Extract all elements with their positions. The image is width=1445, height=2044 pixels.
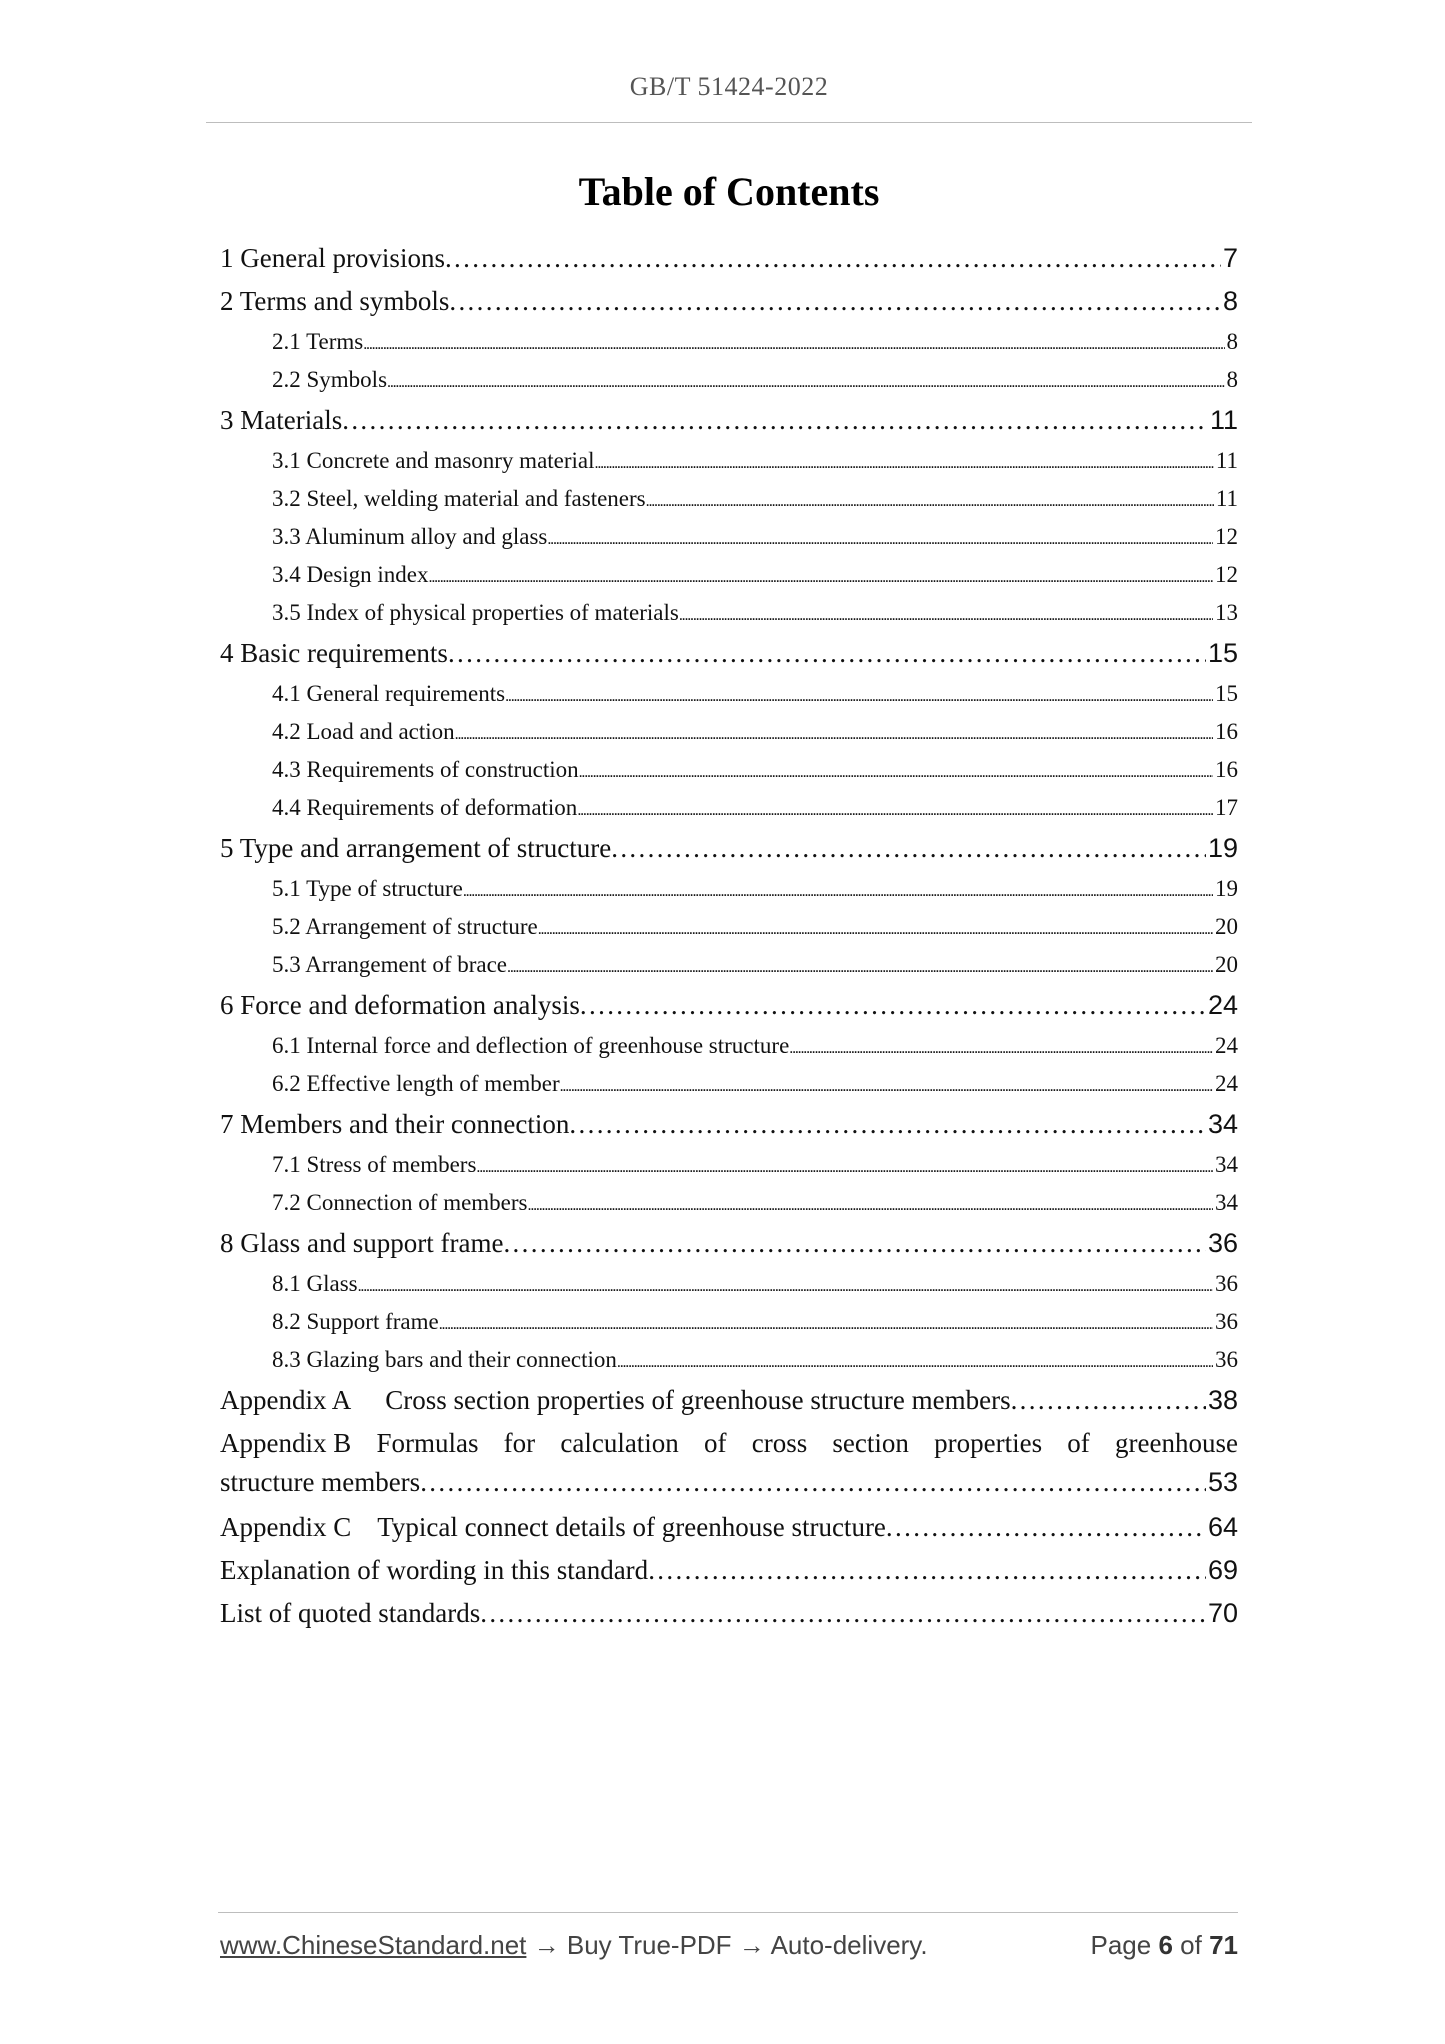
toc-entry-section-4-3[interactable]: [220, 751, 1238, 789]
toc-entry-page: 20: [1215, 914, 1238, 939]
toc-entry-page: 34: [1215, 1152, 1238, 1177]
appendix-word: properties: [934, 1428, 1043, 1458]
footer-left: [220, 1930, 928, 1961]
toc-entry-label: 4.3 Requirements of construction: [272, 757, 579, 782]
toc-entry-section-6-2[interactable]: [220, 1065, 1238, 1103]
toc-entry-page: 7: [1222, 243, 1238, 273]
toc-entry-section-8-3[interactable]: [220, 1341, 1238, 1379]
dot-leader: [449, 280, 1221, 323]
dot-leader: [439, 1303, 1213, 1341]
toc-entry-label: 7 Members and their connection: [220, 1109, 570, 1139]
dot-leader: [387, 361, 1224, 399]
dot-leader: [580, 984, 1206, 1027]
toc-entry-label: 4 Basic requirements: [220, 638, 448, 668]
toc-entry-page: 8: [1222, 286, 1238, 316]
document-code-header: GB/T 51424-2022: [629, 72, 829, 101]
toc-entry-page: 15: [1207, 638, 1238, 668]
toc-entry-quoted-standards[interactable]: [220, 1592, 1238, 1635]
toc-entry-section-4-4[interactable]: [220, 789, 1238, 827]
appendix-b-second-line: [220, 1463, 1238, 1506]
footer-divider: [218, 1912, 1238, 1913]
toc-entry-chapter-1[interactable]: [220, 237, 1238, 280]
toc-entry-section-2-2[interactable]: [220, 361, 1238, 399]
toc-entry-label: 3.2 Steel, welding material and fasteners: [272, 486, 646, 511]
toc-entry-section-4-2[interactable]: [220, 713, 1238, 751]
toc-entry-label: 8 Glass and support frame: [220, 1228, 504, 1258]
dot-leader: [617, 1341, 1213, 1379]
toc-entry-page: 34: [1215, 1190, 1238, 1215]
toc-entry-label: 5 Type and arrangement of structure: [220, 833, 612, 863]
appendix-word: of: [1067, 1428, 1090, 1458]
toc-entry-label: 3.4 Design index: [272, 562, 429, 587]
toc-entry-label: 6.1 Internal force and deflection of greenhouse structure: [272, 1033, 790, 1058]
toc-entry-page: 36: [1207, 1228, 1238, 1258]
appendix-prefix: Appendix A: [220, 1385, 352, 1415]
toc-entry-section-8-2[interactable]: [220, 1303, 1238, 1341]
dot-leader: [538, 908, 1213, 946]
dot-leader: [648, 1549, 1206, 1592]
toc-entry-label: [220, 1379, 1011, 1422]
dot-leader: [507, 946, 1213, 984]
toc-entry-page: 19: [1215, 876, 1238, 901]
toc-entry-label: Explanation of wording in this standard: [220, 1555, 649, 1585]
dot-leader: [577, 789, 1213, 827]
appendix-word: section: [832, 1428, 909, 1458]
dot-leader: [611, 827, 1206, 870]
toc-entry-label: 4.1 General requirements: [272, 681, 506, 706]
toc-entry-page: 69: [1207, 1555, 1238, 1585]
dot-leader: [429, 556, 1213, 594]
toc-entry-section-3-2[interactable]: [220, 480, 1238, 518]
toc-entry-section-2-1[interactable]: [220, 323, 1238, 361]
appendix-title: Cross section properties of greenhouse structure members: [385, 1385, 1011, 1415]
dot-leader: [480, 1592, 1206, 1635]
dot-leader: [455, 713, 1213, 751]
toc-entry-section-5-1[interactable]: [220, 870, 1238, 908]
toc-entry-label: 7.2 Connection of members: [272, 1190, 528, 1215]
appendix-word: cross: [751, 1428, 808, 1458]
dot-leader: [646, 480, 1214, 518]
toc-entry-label: List of quoted standards: [220, 1598, 481, 1628]
dot-leader: [679, 594, 1213, 632]
dot-leader: [503, 1222, 1206, 1265]
toc-entry-page: 11: [1215, 448, 1238, 473]
dot-leader: [528, 1184, 1213, 1222]
toc-entry-label: 3.5 Index of physical properties of materials: [272, 600, 679, 625]
dot-leader: [505, 675, 1213, 713]
appendix-word: Formulas: [376, 1428, 479, 1458]
appendix-prefix: Appendix C: [220, 1512, 352, 1542]
toc-entry-chapter-3[interactable]: [220, 399, 1238, 442]
toc-entry-chapter-7[interactable]: [220, 1103, 1238, 1146]
toc-entry-label: [220, 1506, 886, 1549]
toc-entry-section-5-2[interactable]: [220, 908, 1238, 946]
toc-entry-page: 12: [1215, 524, 1238, 549]
toc-entry-chapter-4[interactable]: [220, 632, 1238, 675]
dot-leader: [579, 751, 1213, 789]
toc-entry-page: 13: [1215, 600, 1238, 625]
appendix-word: for: [503, 1428, 536, 1458]
toc-entry-page: 15: [1215, 681, 1238, 706]
dot-leader: [789, 1027, 1213, 1065]
toc-entry-label: 8.2 Support frame: [272, 1309, 439, 1334]
toc-entry-label: 1 General provisions: [220, 243, 445, 273]
toc-entry-page: 24: [1215, 1033, 1238, 1058]
toc-entry-page: 16: [1215, 757, 1238, 782]
dot-leader: [476, 1146, 1213, 1184]
appendix-continuation: structure members: [220, 1467, 421, 1497]
toc-entry-label: 8.3 Glazing bars and their connection: [272, 1347, 617, 1372]
toc-entry-label: 8.1 Glass: [272, 1271, 358, 1296]
toc-entry-page: 38: [1207, 1385, 1238, 1415]
toc-entry-page: 12: [1215, 562, 1238, 587]
appendix-word: of: [704, 1428, 727, 1458]
appendix-word: calculation: [560, 1428, 679, 1458]
dot-leader: [463, 870, 1213, 908]
toc-entry-appendix-b[interactable]: [220, 1422, 1238, 1506]
toc-entry-page: 36: [1215, 1271, 1238, 1296]
toc-entry-page: 34: [1207, 1109, 1238, 1139]
table-of-contents: [220, 237, 1238, 1635]
toc-entry-page: 20: [1215, 952, 1238, 977]
page-indicator-of: of: [1180, 1930, 1202, 1960]
toc-entry-label: 7.1 Stress of members: [272, 1152, 477, 1177]
toc-entry-page: 17: [1215, 795, 1238, 820]
toc-entry-label: 6.2 Effective length of member: [272, 1071, 560, 1096]
website-link[interactable]: www.ChineseStandard.net: [220, 1930, 527, 1960]
toc-entry-label: 2 Terms and symbols: [220, 286, 450, 316]
appendix-word: Appendix B: [220, 1428, 352, 1458]
toc-entry-label: 6 Force and deformation analysis: [220, 990, 580, 1020]
total-page-count: 71: [1209, 1930, 1238, 1960]
toc-entry-section-4-1[interactable]: [220, 675, 1238, 713]
toc-entry-section-5-3[interactable]: [220, 946, 1238, 984]
current-page-number: 6: [1158, 1930, 1173, 1960]
footer-tagline: → Buy True-PDF → Auto-delivery.: [526, 1930, 928, 1960]
dot-leader: [445, 237, 1221, 280]
toc-entry-page: 24: [1207, 990, 1238, 1020]
toc-entry-label: 5.3 Arrangement of brace: [272, 952, 508, 977]
toc-entry-label: 2.1 Terms: [272, 329, 364, 354]
toc-entry-label: 3.1 Concrete and masonry material: [272, 448, 595, 473]
dot-leader: [1011, 1379, 1206, 1422]
dot-leader: [560, 1065, 1213, 1103]
toc-entry-page: 64: [1207, 1512, 1238, 1542]
header-divider: [206, 122, 1252, 123]
toc-entry-section-3-1[interactable]: [220, 442, 1238, 480]
dot-leader: [547, 518, 1213, 556]
toc-entry-page: 19: [1207, 833, 1238, 863]
toc-entry-page: 70: [1207, 1598, 1238, 1628]
toc-entry-chapter-2[interactable]: [220, 280, 1238, 323]
toc-entry-appendix-a[interactable]: [220, 1379, 1238, 1422]
toc-entry-label: 4.4 Requirements of deformation: [272, 795, 578, 820]
page-title: Table of Contents: [578, 169, 880, 214]
toc-entry-section-7-2[interactable]: [220, 1184, 1238, 1222]
toc-entry-label: 5.2 Arrangement of structure: [272, 914, 538, 939]
dot-leader: [363, 323, 1224, 361]
toc-entry-page: 36: [1215, 1347, 1238, 1372]
page-indicator-prefix: Page: [1090, 1930, 1152, 1960]
dot-leader: [358, 1265, 1213, 1303]
toc-entry-section-8-1[interactable]: [220, 1265, 1238, 1303]
toc-entry-section-3-4[interactable]: [220, 556, 1238, 594]
toc-entry-explanation-of-wording[interactable]: [220, 1549, 1238, 1592]
toc-entry-section-3-3[interactable]: [220, 518, 1238, 556]
toc-entry-label: 4.2 Load and action: [272, 719, 455, 744]
toc-entry-page: 11: [1215, 486, 1238, 511]
toc-entry-page: 11: [1209, 405, 1238, 435]
toc-entry-label: 3 Materials: [220, 405, 343, 435]
toc-entry-page: 53: [1207, 1467, 1238, 1497]
toc-entry-page: 8: [1226, 329, 1238, 354]
toc-entry-page: 16: [1215, 719, 1238, 744]
page-indicator: [1090, 1930, 1238, 1961]
dot-leader: [420, 1463, 1206, 1502]
toc-entry-chapter-6[interactable]: [220, 984, 1238, 1027]
appendix-word: greenhouse: [1114, 1428, 1238, 1458]
dot-leader: [886, 1506, 1206, 1549]
toc-entry-label: 3.3 Aluminum alloy and glass: [272, 524, 548, 549]
toc-entry-page: 24: [1215, 1071, 1238, 1096]
toc-entry-label: 5.1 Type of structure: [272, 876, 463, 901]
dot-leader: [342, 399, 1208, 442]
appendix-b-first-line: [220, 1424, 1238, 1463]
toc-entry-page: 8: [1226, 367, 1238, 392]
dot-leader: [569, 1103, 1206, 1146]
toc-entry-section-3-5[interactable]: [220, 594, 1238, 632]
appendix-title: Typical connect details of greenhouse structure: [377, 1512, 886, 1542]
toc-entry-label: 2.2 Symbols: [272, 367, 388, 392]
toc-entry-page: 36: [1215, 1309, 1238, 1334]
toc-entry-section-6-1[interactable]: [220, 1027, 1238, 1065]
toc-entry-appendix-c[interactable]: [220, 1506, 1238, 1549]
dot-leader: [595, 442, 1214, 480]
toc-entry-chapter-5[interactable]: [220, 827, 1238, 870]
toc-entry-chapter-8[interactable]: [220, 1222, 1238, 1265]
toc-entry-section-7-1[interactable]: [220, 1146, 1238, 1184]
dot-leader: [448, 632, 1206, 675]
page-footer: [220, 1930, 1238, 1961]
